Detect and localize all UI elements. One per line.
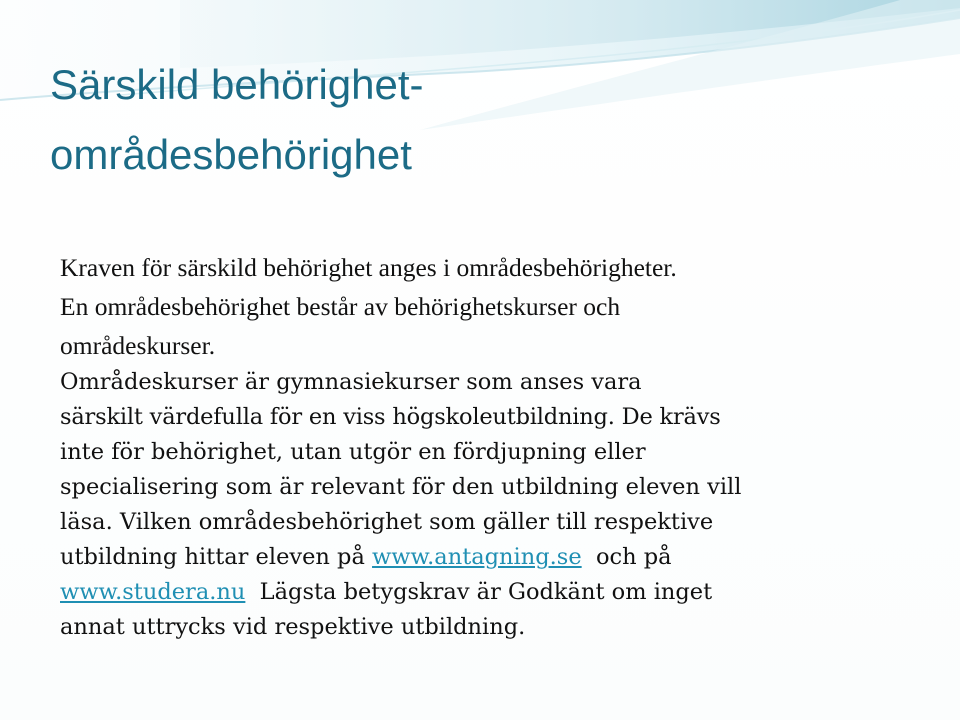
intro-line: En områdesbehörighet består av behörighetskurser och xyxy=(60,292,621,321)
details-line: utbildning hittar eleven på xyxy=(60,544,373,570)
intro-line: Kraven för särskild behörighet anges i områdesbehörigheter. xyxy=(60,253,677,282)
details-line: inte för behörighet, utan utgör en fördjupning eller xyxy=(60,439,646,465)
details-line: och på xyxy=(581,544,672,570)
details-line: annat uttrycks vid respektive utbildning. xyxy=(60,614,526,640)
details-line: Lägsta betygskrav är Godkänt om inget xyxy=(245,579,713,605)
intro-line: områdeskurser. xyxy=(60,331,216,360)
studera-link[interactable]: www.studera.nu xyxy=(60,579,246,605)
details-line: särskilt värdefulla för en viss högskoleutbildning. De krävs xyxy=(60,404,721,430)
antagning-link[interactable]: www.antagning.se xyxy=(372,544,582,570)
details-line: specialisering som är relevant för den utbildning eleven vill xyxy=(60,474,742,500)
slide-title-line: områdesbehörighet xyxy=(50,131,412,178)
details-paragraph xyxy=(60,365,920,645)
slide-title xyxy=(50,50,910,190)
intro-paragraph xyxy=(60,248,920,365)
details-line: läsa. Vilken områdesbehörighet som gäller till respektive xyxy=(60,509,714,535)
slide-title-line: Särskild behörighet- xyxy=(50,61,424,108)
details-line: Områdeskurser är gymnasiekurser som anses vara xyxy=(60,369,642,395)
slide-body xyxy=(60,248,920,645)
